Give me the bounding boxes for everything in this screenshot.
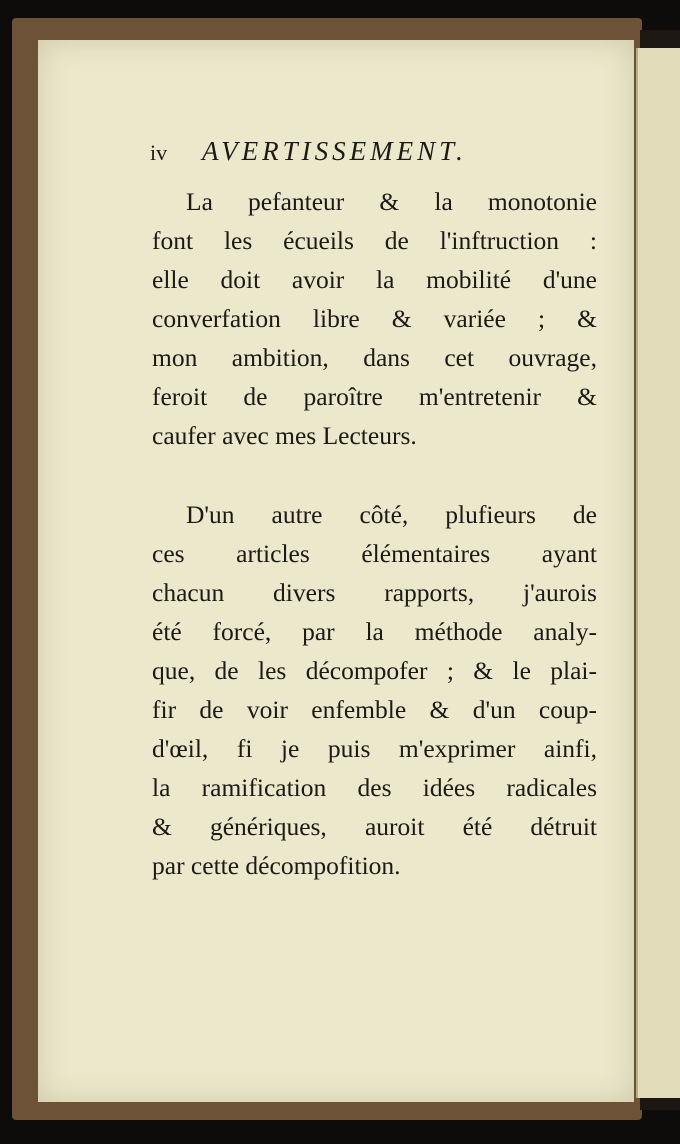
text-line: font les écueils de l'inftruction :	[152, 226, 597, 255]
paragraph-1	[152, 182, 597, 455]
text-line: mon ambition, dans cet ouvrage,	[152, 343, 597, 372]
running-title: AVERTISSEMENT.	[202, 136, 467, 166]
text-line: d'œil, fi je puis m'exprimer ainfi,	[152, 734, 597, 763]
paragraph-2	[152, 495, 597, 885]
text-line: par cette décompofition.	[152, 851, 401, 880]
facing-page-edge	[636, 48, 680, 1098]
text-line: chacun divers rapports, j'aurois	[152, 578, 597, 607]
text-line: ces articles élémentaires ayant	[152, 539, 597, 568]
text-line: caufer avec mes Lecteurs.	[152, 421, 417, 450]
text-line: que, de les décompofer ; & le plai-	[152, 656, 597, 685]
text-line: & génériques, auroit été détruit	[152, 812, 597, 841]
text-line: la ramification des idées radicales	[152, 773, 597, 802]
page-number: iv	[150, 140, 168, 165]
text-line: converfation libre & variée ; &	[152, 304, 597, 333]
page-text	[112, 136, 597, 885]
text-line: fir de voir enfemble & d'un coup-	[152, 695, 597, 724]
text-line: elle doit avoir la mobilité d'une	[152, 265, 597, 294]
text-line: La pefanteur & la monotonie	[186, 187, 597, 216]
text-line: feroit de paroître m'entretenir &	[152, 382, 597, 411]
text-line: été forcé, par la méthode analy-	[152, 617, 597, 646]
text-line: D'un autre côté, plufieurs de	[186, 500, 597, 529]
running-header	[112, 136, 572, 182]
